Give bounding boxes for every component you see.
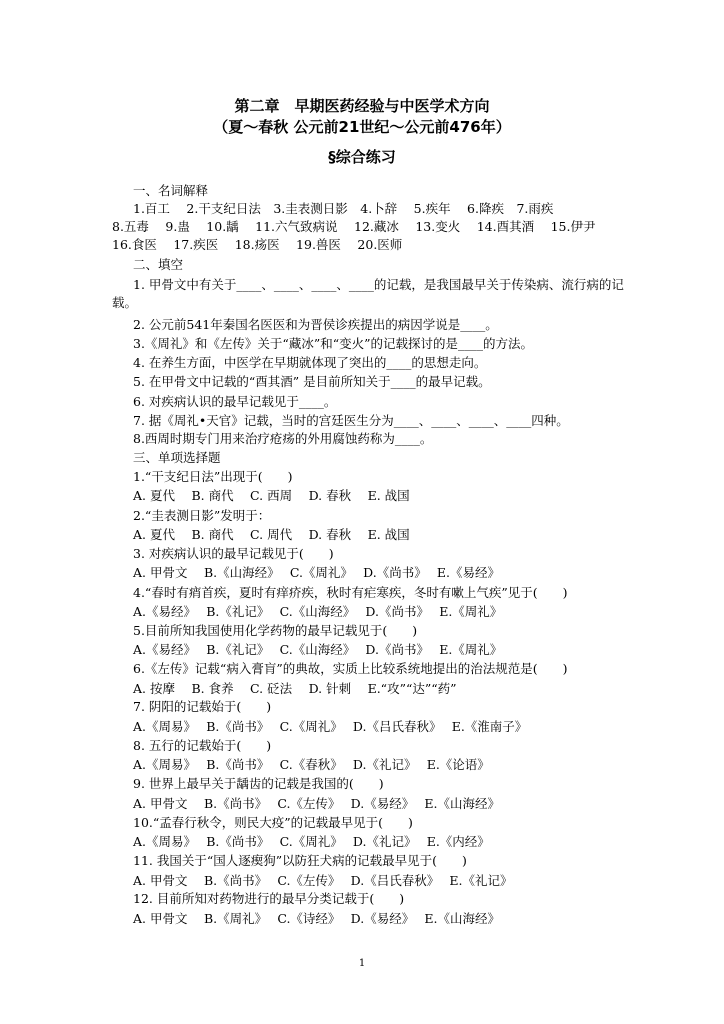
text-line: A. 夏代 B. 商代 C. 周代 D. 春秋 E. 战国 — [133, 527, 410, 542]
text-line: A.《周易》 B.《尚书》 C.《春秋》 D.《礼记》 E.《论语》 — [133, 757, 490, 772]
text-line: 1.“干支纪日法”出现于( ) — [133, 469, 293, 484]
text-line: A. 甲骨文 B.《山海经》 C.《周礼》 D.《尚书》 E.《易经》 — [133, 565, 501, 580]
text-line: 3.《周礼》和《左传》关于“藏冰”和“变火”的记载探讨的是____的方法。 — [133, 336, 533, 351]
text-line: 8.五毒 9.蛊 10.龋 11.六气致病说 12.藏冰 13.变火 14.酉其酒 15.伊尹 — [112, 219, 596, 234]
text-line: 7. 据《周礼•天官》记载，当时的宫廷医生分为____、____、____、____四种。 — [133, 413, 569, 428]
text-line: A.《周易》 B.《尚书》 C.《周礼》 D.《礼记》 E.《内经》 — [133, 834, 490, 849]
text-line: 载。 — [112, 295, 138, 310]
text-line: 4.“春时有痟首疾，夏时有痒疥疾，秋时有疟寒疾，冬时有嗽上气疾”见于( ) — [133, 585, 568, 600]
text-line: A.《易经》 B.《礼记》 C.《山海经》 D.《尚书》 E.《周礼》 — [133, 642, 503, 657]
page-number: 1 — [358, 958, 366, 969]
text-line: 三、单项选择题 — [133, 450, 221, 465]
text-line: 9. 世界上最早关于龋齿的记载是我国的( ) — [133, 776, 384, 791]
text-line: 12. 目前所知对药物进行的最早分类记载于( ) — [133, 891, 405, 906]
text-line: A. 甲骨文 B.《周礼》 C.《诗经》 D.《易经》 E.《山海经》 — [133, 911, 501, 926]
text-line: 5. 在甲骨文中记载的“酉其酒” 是目前所知关于____的最早记载。 — [133, 374, 491, 389]
text-line: 2.“圭表测日影”发明于： — [133, 508, 271, 523]
text-line: 二、填空 — [133, 257, 184, 272]
text-line: 8. 五行的记载始于( ) — [133, 738, 272, 753]
text-line: 6.《左传》记载“病入膏肓”的典故，实质上比较系统地提出的治法规范是( ) — [133, 661, 568, 676]
text-line: 7. 阴阳的记载始于( ) — [133, 699, 272, 714]
text-line: A. 甲骨文 B.《尚书》 C.《左传》 D.《易经》 E.《山海经》 — [133, 796, 501, 811]
section-title: §综合练习 — [328, 148, 396, 166]
text-line: 8.西周时期专门用来治疗疮疡的外用腐蚀药称为____。 — [133, 431, 433, 446]
text-line: A. 夏代 B. 商代 C. 西周 D. 春秋 E. 战国 — [133, 488, 410, 503]
text-line: A. 甲骨文 B.《尚书》 C.《左传》 D.《吕氏春秋》 E.《礼记》 — [133, 873, 513, 888]
chapter-period: （夏～春秋 公元前21世纪～公元前476年） — [213, 118, 511, 136]
text-line: 1. 甲骨文中有关于____、____、____、____的记载，是我国最早关于传染病、流行病的记 — [133, 277, 624, 292]
text-line: A.《周易》 B.《尚书》 C.《周礼》 D.《吕氏春秋》 E.《淮南子》 — [133, 719, 528, 734]
text-line: 10.“孟春行秋令，则民大疫”的记载最早见于( ) — [133, 815, 413, 830]
text-line: 一、名词解释 — [133, 183, 209, 198]
text-line: 5.目前所知我国使用化学药物的最早记载见于( ) — [133, 623, 418, 638]
text-line: 3. 对疾病认识的最早记载见于( ) — [133, 546, 334, 561]
text-line: 6. 对疾病认识的最早记载见于____。 — [133, 394, 337, 409]
text-line: 11. 我国关于“国人逐瘈狗”以防狂犬病的记载最早见于( ) — [133, 853, 467, 868]
text-line: A.《易经》 B.《礼记》 C.《山海经》 D.《尚书》 E.《周礼》 — [133, 604, 503, 619]
text-line: 16.食医 17.疾医 18.疡医 19.兽医 20.医师 — [112, 237, 403, 252]
text-line: 1.百工 2.干支纪日法 3.圭表测日影 4.卜辞 5.疾年 6.降疾 7.雨疾 — [133, 201, 554, 216]
text-line: 2. 公元前541年秦国名医医和为晋侯诊疾提出的病因学说是____。 — [133, 317, 498, 332]
text-line: 4. 在养生方面，中医学在早期就体现了突出的____的思想走向。 — [133, 355, 487, 370]
text-line: A. 按摩 B. 食养 C. 砭法 D. 针刺 E.“攻”“达”“药” — [133, 681, 457, 696]
chapter-title: 第二章 早期医药经验与中医学术方向 — [234, 97, 490, 115]
